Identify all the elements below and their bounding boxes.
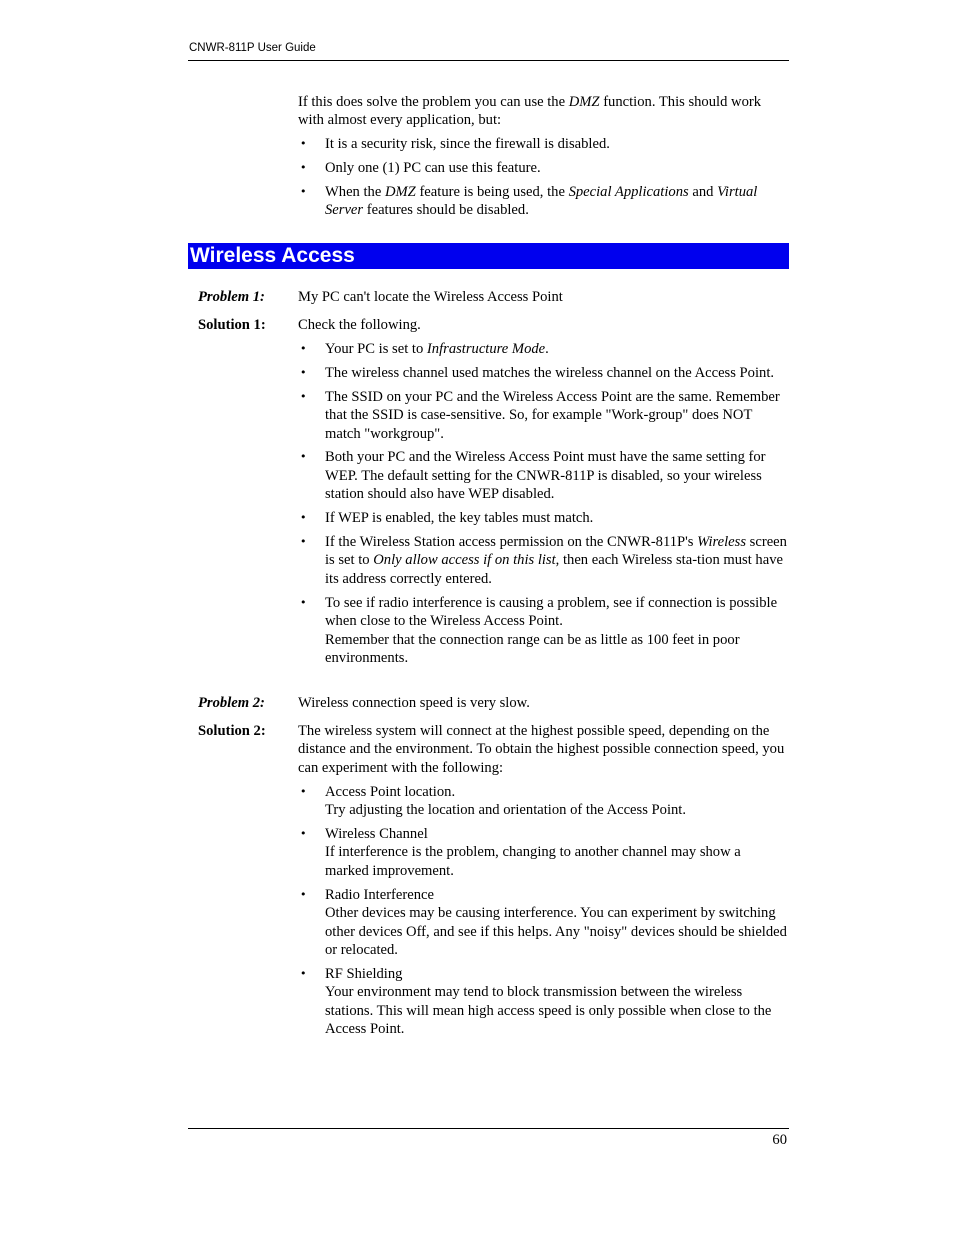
solution-1-intro: Check the following.	[298, 317, 421, 333]
intro-text-2: function. This should work with almost every application, but:	[298, 94, 762, 129]
bullet-icon: •	[300, 535, 307, 549]
bullet-text: Only one (1) PC can use this feature.	[325, 159, 541, 176]
list-item	[298, 448, 788, 503]
solution-2-list	[298, 783, 788, 1039]
bullet-icon: •	[300, 784, 307, 798]
bullet-text: Remember that the connection range can be as little as 100 feet in poor environments.	[325, 631, 740, 666]
list-item	[298, 509, 788, 527]
problem-1-label: Problem 1:	[198, 289, 265, 305]
list-item	[298, 388, 788, 443]
bullet-text: screen is set to	[325, 534, 787, 569]
section-title: Wireless Access	[190, 244, 355, 267]
item-title: Access Point location.	[325, 783, 456, 800]
bullet-icon: •	[300, 511, 307, 525]
bullet-icon: •	[300, 160, 307, 174]
list-item	[298, 364, 788, 382]
list-item	[298, 533, 788, 588]
problem-1	[198, 288, 788, 312]
list-item	[298, 594, 788, 668]
problem-2	[198, 694, 788, 718]
solution-1	[198, 316, 788, 673]
item-title: RF Shielding	[325, 965, 403, 982]
solution-2-intro: The wireless system will connect at the highest possible speed, depending on the distance and the environment. To obtain the highest possible connection speed, you can experiment with the following:	[298, 723, 785, 776]
bullet-text: The wireless channel used matches the wireless channel on the Access Point.	[325, 364, 775, 381]
intro-text: If this does solve the problem you can use the	[298, 94, 569, 110]
list-item	[298, 159, 768, 177]
bullet-text: The SSID on your PC and the Wireless Access Point are the same. Remember that the SSID is case-sensitive. So, for example "Work-group" does NOT match "workgroup".	[325, 388, 780, 442]
list-item	[298, 825, 788, 880]
list-item	[298, 886, 788, 960]
bullet-icon: •	[300, 136, 307, 150]
bullet-icon: •	[300, 184, 307, 198]
solution-1-label: Solution 1:	[198, 317, 266, 333]
list-item	[298, 340, 788, 358]
list-item	[298, 183, 768, 220]
item-title: Wireless Channel	[325, 826, 428, 843]
list-item	[298, 135, 768, 153]
problem-2-label: Problem 2:	[198, 695, 265, 711]
bullet-text: and	[688, 183, 718, 200]
bullet-text: feature is being used, the	[415, 183, 569, 200]
intro-dmz: DMZ	[568, 94, 600, 110]
intro-bullet-list	[298, 135, 768, 220]
bullet-text: If WEP is enabled, the key tables must match.	[325, 510, 594, 527]
problem-1-text: My PC can't locate the Wireless Access Point	[298, 289, 563, 305]
bullet-icon: •	[300, 595, 307, 609]
infrastructure-mode: Infrastructure Mode	[426, 340, 546, 357]
bullet-text: Both your PC and the Wireless Access Point must have the same setting for WEP. The default setting for the CNWR-811P is disabled, so your wireless station should also have WEP disabled.	[325, 449, 766, 503]
bullet-text: If the Wireless Station access permission on the CNWR-811P's	[325, 534, 698, 551]
item-title: Radio Interference	[325, 886, 434, 903]
bullet-text: features should be disabled.	[363, 202, 529, 219]
bullet-text: To see if radio interference is causing a problem, see if connection is possible when close to the Wireless Access Point.	[325, 594, 778, 630]
intro-paragraph	[298, 93, 768, 130]
only-allow-access-option: Only allow access if on this list	[373, 552, 556, 569]
bullet-dmz: DMZ	[384, 183, 416, 200]
item-description: Other devices may be causing interference. You can experiment by switching other devices Off, and see if this helps. Any "noisy" devices should be shielded or relocated.	[325, 905, 787, 958]
solution-1-list	[298, 340, 788, 668]
item-description: Your environment may tend to block transmission between the wireless stations. This will mean high access speed is only possible when close to the Access Point.	[325, 984, 772, 1038]
bullet-icon: •	[300, 887, 307, 901]
item-description: Try adjusting the location and orientation of the Access Point.	[325, 802, 687, 819]
header-divider	[188, 60, 789, 61]
bullet-text: , then each Wireless sta-tion must have its address correctly entered.	[325, 552, 783, 587]
bullet-icon: •	[300, 365, 307, 379]
bullet-icon: •	[300, 450, 307, 464]
wireless-screen: Wireless	[697, 534, 747, 551]
item-description: If interference is the problem, changing to another channel may show a marked improvement.	[325, 844, 741, 879]
footer-divider	[188, 1128, 789, 1129]
solution-2	[198, 722, 788, 1044]
list-item	[298, 783, 788, 820]
list-item	[298, 965, 788, 1039]
bullet-text: It is a security risk, since the firewall is disabled.	[325, 135, 610, 152]
bullet-icon: •	[300, 341, 307, 355]
bullet-text: .	[545, 340, 549, 357]
bullet-special-apps: Special Applications	[568, 183, 689, 200]
page-header: CNWR-811P User Guide	[189, 42, 316, 54]
bullet-text: Your PC is set to	[325, 340, 427, 357]
bullet-text: When the	[325, 183, 385, 200]
intro-block	[298, 93, 768, 225]
bullet-virtual-server: Virtual Server	[325, 183, 758, 219]
solution-2-label: Solution 2:	[198, 723, 266, 739]
page-number: 60	[772, 1132, 787, 1148]
problem-2-text: Wireless connection speed is very slow.	[298, 695, 530, 711]
bullet-icon: •	[300, 827, 307, 841]
bullet-icon: •	[300, 966, 307, 980]
bullet-icon: •	[300, 389, 307, 403]
